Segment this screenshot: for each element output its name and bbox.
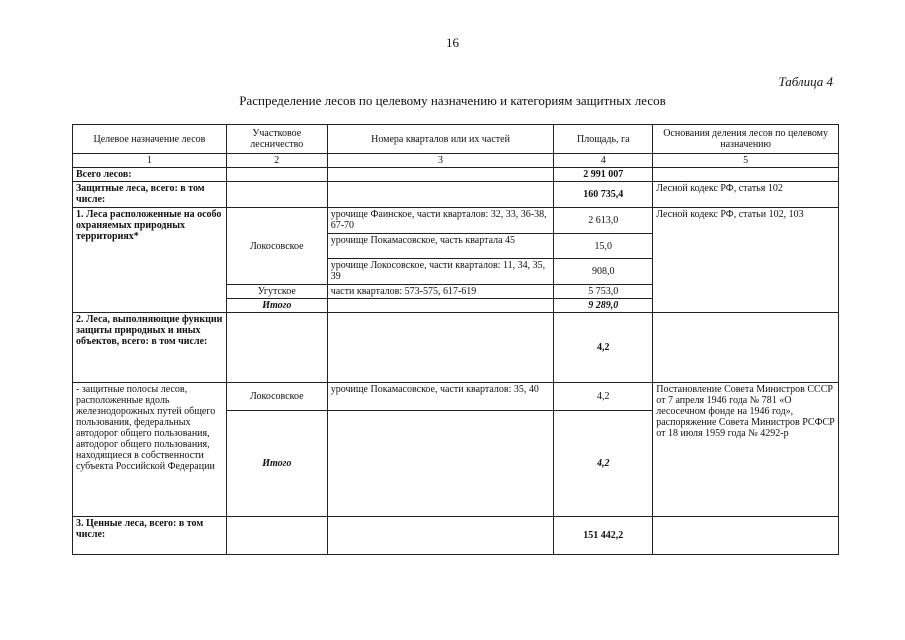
quarters-ugut: части кварталов: 573-575, 617-619 [327,285,554,299]
table-row [73,168,839,182]
itogo-label: Итого [226,299,327,313]
area-pokamasovo: 15,0 [554,234,653,259]
forestry-lokosovskoe: Локосовское [226,383,327,411]
func-label: 2. Леса, выполняющие функции защиты природных и иных объектов, всего: в том числе: [73,313,227,383]
header-purpose: Целевое назначение лесов [73,125,227,154]
spna-basis: Лесной кодекс РФ, статьи 102, 103 [653,208,839,313]
forestry-lokosovskoe: Локосовское [226,208,327,285]
col-number: 4 [554,154,653,168]
area-faina: 2 613,0 [554,208,653,234]
itogo-label: Итого [226,411,327,517]
table-header-row [73,125,839,154]
document-title: Распределение лесов по целевому назначению и категориям защитных лесов [239,93,666,108]
table-row [73,208,839,234]
protective-basis: Лесной кодекс РФ, статья 102 [653,182,839,208]
quarters-pokamasovo: урочище Покамасовское, часть квартала 45 [327,234,554,259]
header-basis: Основания деления лесов по целевому назначению [653,125,839,154]
spna-total: 9 289,0 [554,299,653,313]
strips-area: 4,2 [554,383,653,411]
forestry-ugutskoe: Угутское [226,285,327,299]
forest-distribution-table [72,124,839,555]
header-quarters: Номера кварталов или их частей [327,125,554,154]
strips-label: - защитные полосы лесов, расположенные вдоль железнодорожных путей общего пользования, федеральных автодорог общего пользования, автодорог общего пользования, находящиеся в собственности субъекта Российской Федерации [73,383,227,517]
total-label: Всего лесов: [73,168,227,182]
page-number: 16 [446,35,459,50]
strips-total: 4,2 [554,411,653,517]
table-label: Таблица 4 [778,74,833,89]
table-row [73,383,839,411]
header-area: Площадь, га [554,125,653,154]
col-number: 5 [653,154,839,168]
strips-quarters: урочище Покамасовское, части кварталов: 35, 40 [327,383,554,411]
protective-area: 160 735,4 [554,182,653,208]
quarters-faina: урочище Фаинское, части кварталов: 32, 33, 36-38, 67-70 [327,208,554,234]
col-number: 3 [327,154,554,168]
quarters-lokosovo: урочище Локосовское, части кварталов: 11, 34, 35, 39 [327,259,554,285]
table-row [73,517,839,555]
table-row [73,313,839,383]
valuable-area: 151 442,2 [554,517,653,555]
valuable-label: 3. Ценные леса, всего: в том числе: [73,517,227,555]
strips-basis: Постановление Совета Министров СССР от 7 апреля 1946 года № 781 «О лесосечном фонде на 1946 год», распоряжение Совета Министров РСФСР от 18 июля 1959 года № 4292-р [653,383,839,517]
table-row [73,182,839,208]
area-ugut: 5 753,0 [554,285,653,299]
col-number: 2 [226,154,327,168]
protective-label: Защитные леса, всего: в том числе: [73,182,227,208]
header-forestry: Участковое лесничество [226,125,327,154]
func-area: 4,2 [554,313,653,383]
col-number: 1 [73,154,227,168]
column-number-row [73,154,839,168]
area-lokosovo: 908,0 [554,259,653,285]
total-area: 2 991 007 [554,168,653,182]
spna-label: 1. Леса расположенные на особо охраняемых природных территориях* [73,208,227,313]
